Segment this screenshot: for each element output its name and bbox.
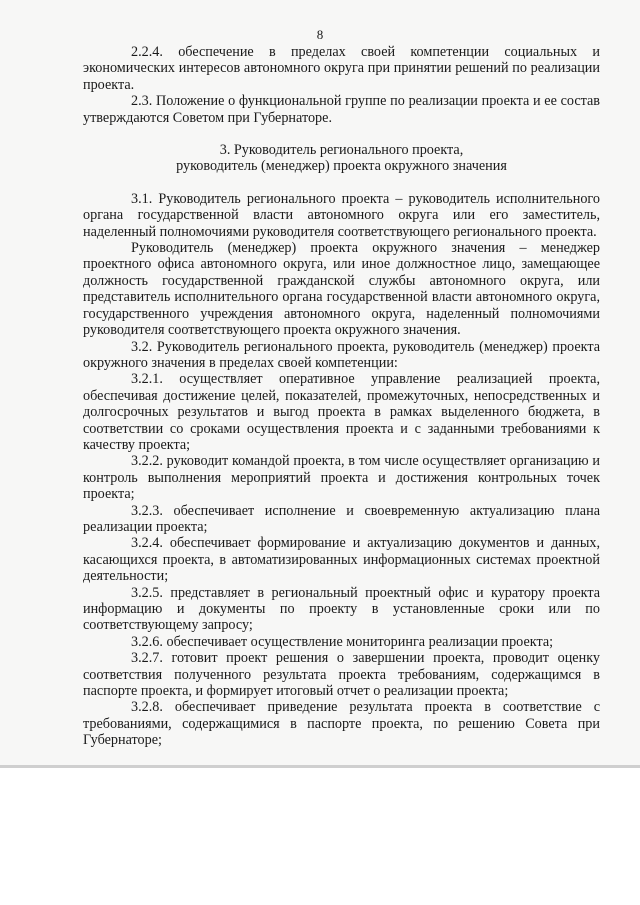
paragraph-3-2-2: 3.2.2. руководит командой проекта, в том числе осуществляет организацию и контроль выполнения мероприятий проекта и достижения контрольных точек проекта; [83, 453, 600, 503]
paragraph-3-2-4: 3.2.4. обеспечивает формирование и актуализацию документов и данных, касающихся проекта, в автоматизированных информационных системах проектной деятельности; [83, 535, 600, 585]
paragraph-3-2-7: 3.2.7. готовит проект решения о завершении проекта, проводит оценку соответствия полученного результата проекта требованиям, содержащимся в паспорте проекта, и формирует итоговый отчет о реализации проекта; [83, 650, 600, 700]
paragraph-2-2-4: 2.2.4. обеспечение в пределах своей компетенции социальных и экономических интересов автономного округа при принятии решений по реализации проекта. [83, 44, 600, 93]
paragraph-3-2-5: 3.2.5. представляет в региональный проектный офис и куратору проекта информацию и документы по проекту в установленные сроки или по соответствующему запросу; [83, 584, 600, 634]
spacer [83, 126, 600, 142]
paragraph-2-3: 2.3. Положение о функциональной группе по реализации проекта и ее состав утверждаются Советом при Губернаторе. [83, 93, 600, 126]
paragraph-3-1: 3.1. Руководитель регионального проекта – руководитель исполнительного органа государственной власти автономного округа или его заместитель, наделенный полномочиями руководителя соответствующего регионального проекта. [83, 190, 600, 240]
document-body [83, 44, 600, 749]
page-number: 8 [316, 27, 324, 42]
section-title-line2: руководитель (менеджер) проекта окружного значения [176, 158, 507, 175]
paragraph-3-2-8: 3.2.8. обеспечивает приведение результата проекта в соответствие с требованиями, содержащимися в паспорте проекта, по решению Совета при Губернаторе; [83, 699, 600, 749]
section-title [83, 142, 600, 175]
section-title-line1: 3. Руководитель регионального проекта, [219, 142, 464, 159]
spacer [83, 175, 600, 191]
paragraph-manager-definition: Руководитель (менеджер) проекта окружного значения – менеджер проектного офиса автономного округа, или иное должностное лицо, замещающее должность государственной гражданской службы автономного округа, или представитель исполнительного органа государственной власти автономного округа, государственного учреждения автономного округа, наделенный полномочиями руководителя соответствующего проекта окружного значения. [83, 240, 600, 339]
paragraph-3-2-6: 3.2.6. обеспечивает осуществление мониторинга реализации проекта; [131, 633, 554, 650]
blank-area [0, 771, 640, 905]
paragraph-3-2: 3.2. Руководитель регионального проекта, руководитель (менеджер) проекта окружного значения в пределах своей компетенции: [83, 338, 600, 371]
paragraph-3-2-1: 3.2.1. осуществляет оперативное управление реализацией проекта, обеспечивая достижение целей, показателей, промежуточных, непосредственных и долгосрочных результатов и выгод проекта в рамках выделенного бюджета, в соответствии со сроками осуществления проекта и с заданными требованиями к качеству проекта; [83, 371, 600, 453]
paragraph-3-2-3: 3.2.3. обеспечивает исполнение и своевременную актуализацию плана реализации проекта; [83, 502, 600, 535]
